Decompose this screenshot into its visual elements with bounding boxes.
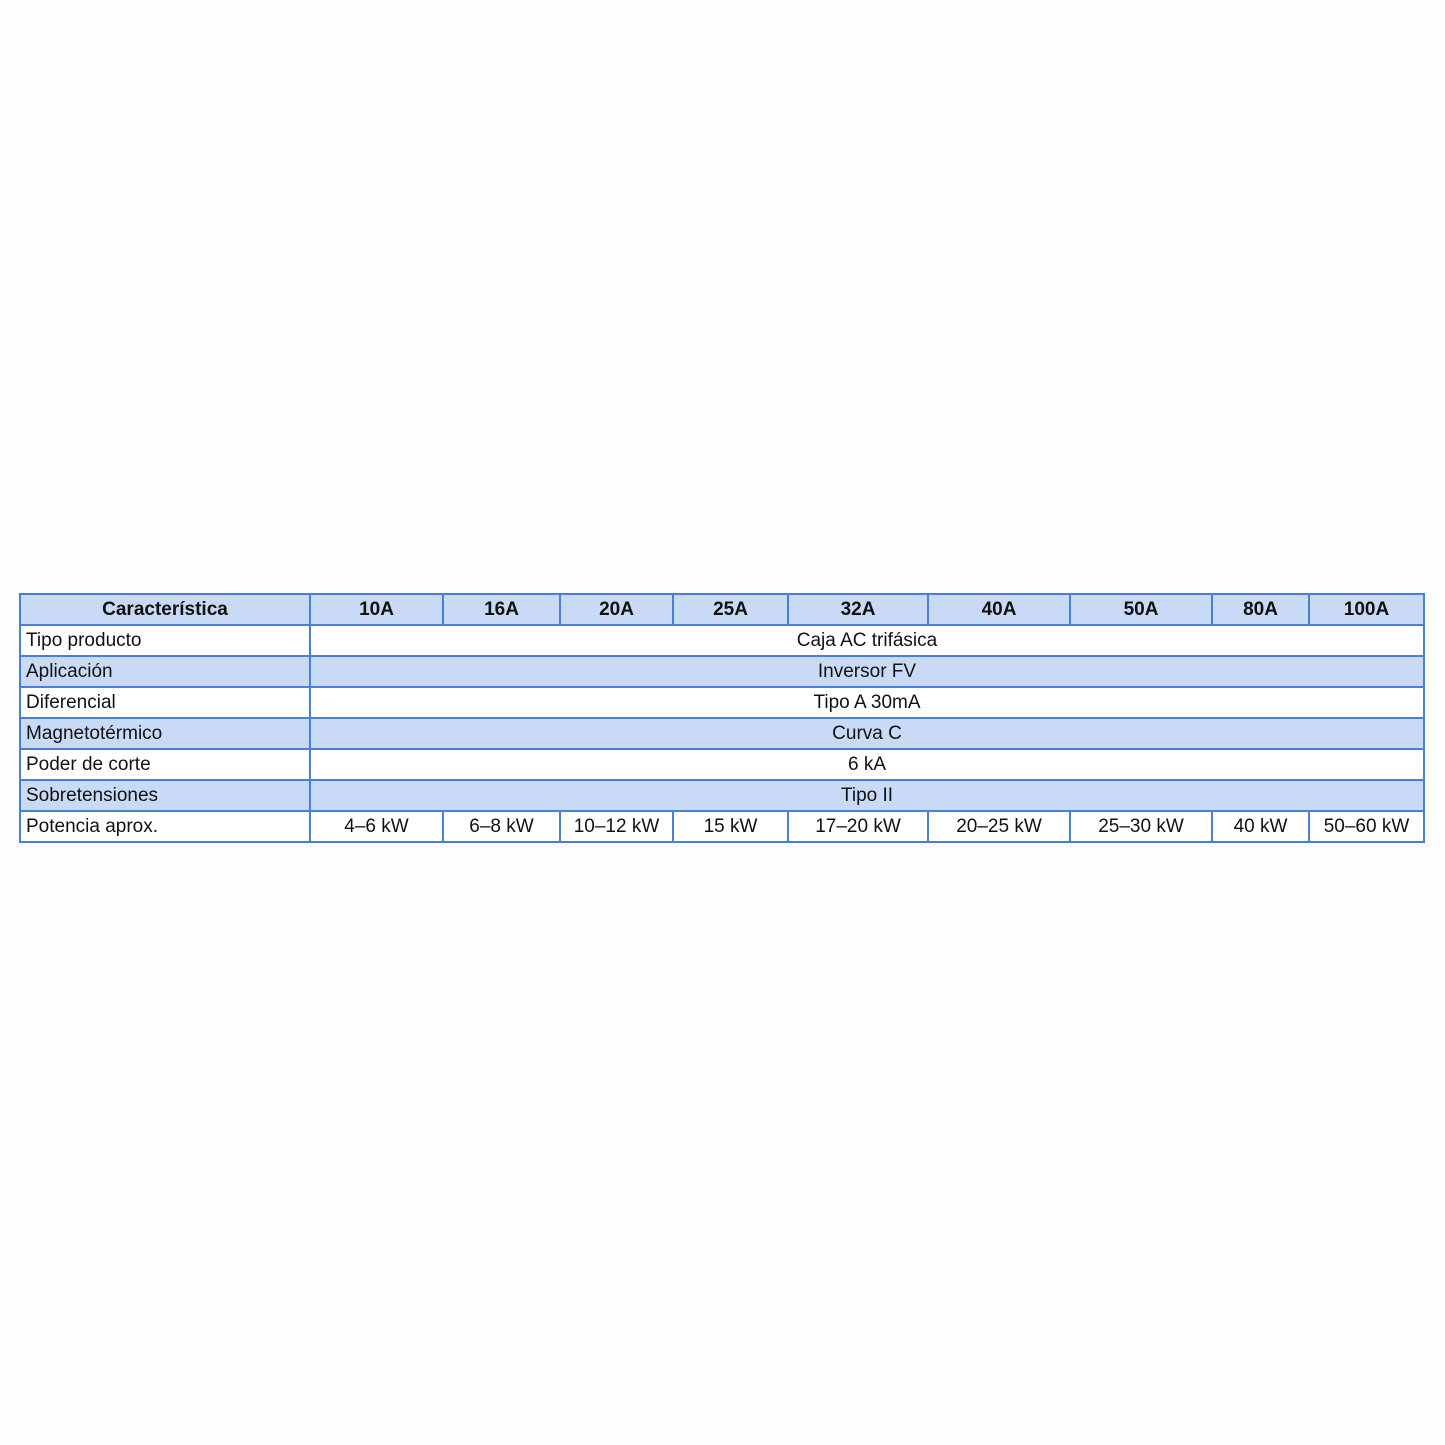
row-label: Magnetotérmico: [20, 718, 310, 749]
table-row: [20, 687, 1424, 718]
table-row: [20, 625, 1424, 656]
row-label: Potencia aprox.: [20, 811, 310, 842]
row-value: Inversor FV: [310, 656, 1424, 687]
power-cell-32a: 17–20 kW: [788, 811, 928, 842]
row-label: Sobretensiones: [20, 780, 310, 811]
row-label: Tipo producto: [20, 625, 310, 656]
power-cell-50a: 25–30 kW: [1070, 811, 1212, 842]
row-value: Caja AC trifásica: [310, 625, 1424, 656]
power-cell-80a: 40 kW: [1212, 811, 1309, 842]
power-cell-100a: 50–60 kW: [1309, 811, 1424, 842]
header-row: [20, 594, 1424, 625]
header-cell-80a: 80A: [1212, 594, 1309, 625]
row-label: Aplicación: [20, 656, 310, 687]
header-cell-16a: 16A: [443, 594, 560, 625]
power-cell-25a: 15 kW: [673, 811, 788, 842]
power-cell-20a: 10–12 kW: [560, 811, 673, 842]
row-value: Curva C: [310, 718, 1424, 749]
power-cell-40a: 20–25 kW: [928, 811, 1070, 842]
header-cell-40a: 40A: [928, 594, 1070, 625]
row-label: Poder de corte: [20, 749, 310, 780]
table-row: [20, 656, 1424, 687]
header-cell-50a: 50A: [1070, 594, 1212, 625]
header-cell-100a: 100A: [1309, 594, 1424, 625]
row-value: Tipo II: [310, 780, 1424, 811]
power-cell-16a: 6–8 kW: [443, 811, 560, 842]
header-cell-caracteristica: Característica: [20, 594, 310, 625]
spec-table: [19, 593, 1425, 843]
header-cell-20a: 20A: [560, 594, 673, 625]
table-row: [20, 718, 1424, 749]
power-cell-10a: 4–6 kW: [310, 811, 443, 842]
table-row: [20, 780, 1424, 811]
header-cell-25a: 25A: [673, 594, 788, 625]
row-label: Diferencial: [20, 687, 310, 718]
table-row: [20, 749, 1424, 780]
header-cell-32a: 32A: [788, 594, 928, 625]
power-row: [20, 811, 1424, 842]
row-value: 6 kA: [310, 749, 1424, 780]
row-value: Tipo A 30mA: [310, 687, 1424, 718]
header-cell-10a: 10A: [310, 594, 443, 625]
